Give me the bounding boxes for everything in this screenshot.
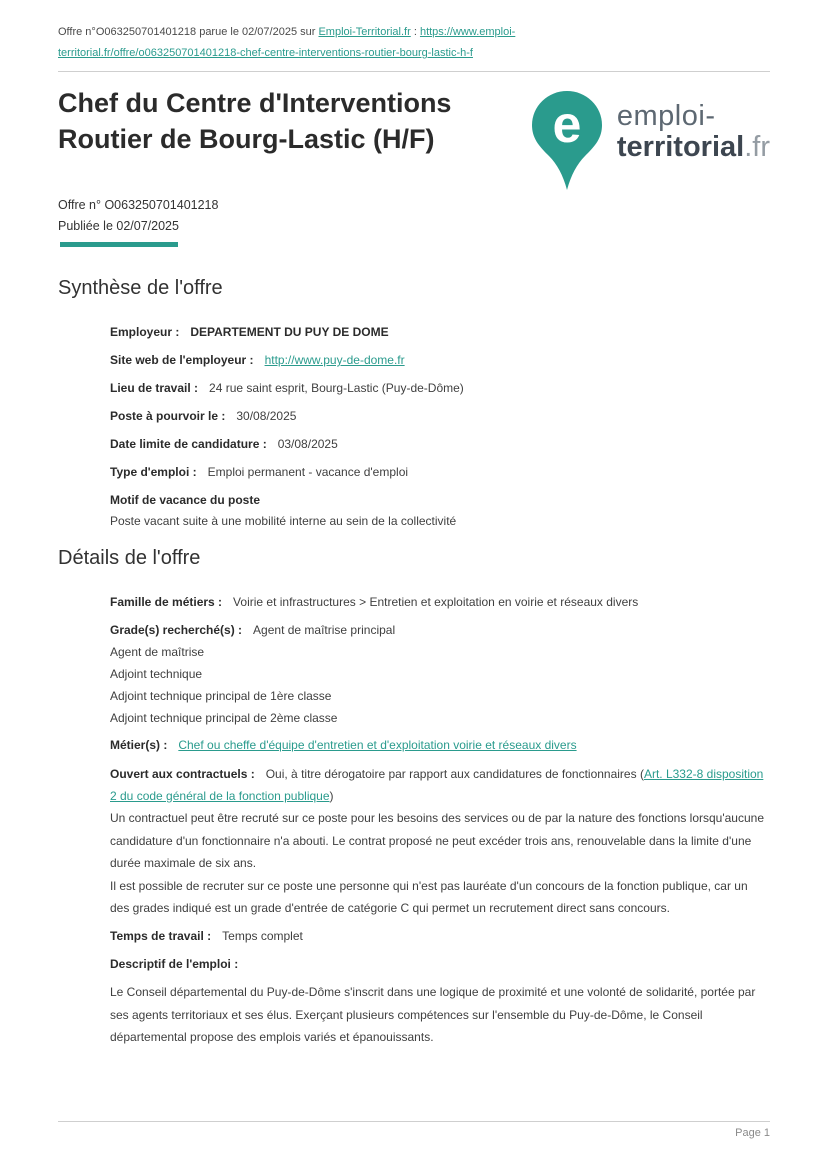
field-motif-vacance [110,490,770,533]
field-grades [110,620,770,729]
published-date: Publiée le 02/07/2025 [58,219,179,233]
field-label: Grade(s) recherché(s) : [110,622,243,637]
field-label: Date limite de candidature : [110,437,267,451]
details-heading: Détails de l'offre [58,546,201,569]
offer-url-line1: https://www.emploi- [419,26,516,38]
field-temps-travail [110,926,770,947]
header-meta [58,22,770,64]
grade-item: Agent de maîtrise [110,644,205,659]
employer-website-link[interactable]: http://www.puy-de-dome.fr [264,353,405,367]
header-divider [58,71,770,72]
field-label: Poste à pourvoir le : [110,409,226,423]
field-label: Lieu de travail : [110,381,199,395]
field-value: Voirie et infrastructures > Entretien et exploitation en voirie et réseaux divers [233,594,639,609]
field-label: Ouvert aux contractuels : [110,766,255,781]
field-label: Site web de l'employeur : [110,353,254,367]
field-label: Motif de vacance du poste [110,493,261,507]
field-poste-a-pourvoir [110,406,770,427]
logo-letter: e [552,96,582,154]
page-number: Page 1 [735,1127,770,1139]
field-date-limite [110,434,770,455]
emploi-territorial-logo [531,91,770,191]
field-value: 03/08/2025 [277,437,338,451]
details-fields [110,592,770,1049]
field-value: DEPARTEMENT DU PUY DE DOME [190,325,389,339]
field-value: 24 rue saint esprit, Bourg-Lastic (Puy-de-Dôme) [209,381,464,395]
field-value: Temps complet [222,929,303,944]
header-colon: : [413,26,417,38]
field-site-web [110,350,770,371]
masthead [58,85,770,191]
field-value: Emploi permanent - vacance d'emploi [207,465,409,479]
field-label: Famille de métiers : [110,594,223,609]
descriptif-paragraph: Le Conseil départemental du Puy-de-Dôme s'inscrit dans une logique de proximité et une volonté de solidarité, portée par ses agents territoriaux et ses élus. Exerçant plusieurs compétences sur l'ensemble du Puy-de-Dôme, le Conseil départemental propose des emplois variés et épanouissants. [110,985,756,1045]
logo-fr-suffix: .fr [744,131,770,163]
field-value-suffix: ) [329,788,334,803]
contractuels-paragraph-1: Un contractuel peut être recruté sur ce poste pour les besoins des services ou de par la nature des fonctions lorsqu'aucune candidature d'un fonctionnaire n'a abouti. Le contrat proposé ne peut excéder trois ans, renouvelable dans la limite d'une durée maximale de six ans. [110,811,764,871]
grade-item: Adjoint technique principal de 1ère classe [110,688,332,703]
offer-url-line2: territorial.fr/offre/o063250701401218-chef-centre-interventions-routier-bourg-lastic-h-f [58,47,473,59]
article-l332-8-link[interactable]: Art. L332-8 disposition 2 du code général de la fonction publique [110,766,764,803]
field-descriptif [110,954,770,1048]
synthese-heading: Synthèse de l'offre [58,277,223,299]
grade-item: Adjoint technique [110,666,203,681]
field-lieu-travail [110,378,770,399]
field-label: Descriptif de l'emploi : [110,957,239,972]
accent-bar [60,242,178,247]
page-title: Chef du Centre d'Interventions Routier de Bourg-Lastic (H/F) [58,88,452,154]
page-footer [58,1121,770,1139]
grade-item: Agent de maîtrise principal [253,622,396,637]
logo-line2: territorial.fr [616,131,770,163]
field-ouvert-contractuels [110,763,770,920]
grade-item: Adjoint technique principal de 2ème classe [110,710,338,725]
logo-wordmark [617,101,770,163]
header-offer-ref: Offre n°O063250701401218 parue le 02/07/2025 sur [58,26,316,38]
field-label: Temps de travail : [110,929,212,944]
field-value: 30/08/2025 [236,409,297,423]
synthese-fields [110,322,770,533]
field-employeur [110,322,770,343]
field-famille-metiers [110,592,770,613]
field-label: Employeur : [110,325,180,339]
field-label: Type d'emploi : [110,465,197,479]
emploi-territorial-site-link[interactable]: Emploi-Territorial.fr [318,26,411,38]
field-metiers [110,735,770,756]
offer-number: Offre n° O063250701401218 [58,198,219,212]
field-label: Métier(s) : [110,737,168,752]
logo-line1: emploi- [616,100,716,132]
map-pin-icon [531,91,603,191]
field-type-emploi [110,462,770,483]
field-value: Oui, à titre dérogatoire par rapport aux candidatures de fonctionnaires ( [265,766,644,781]
metier-link[interactable]: Chef ou cheffe d'équipe d'entretien et d'exploitation voirie et réseaux divers [178,737,577,752]
field-value: Poste vacant suite à une mobilité interne au sein de la collectivité [110,514,457,528]
contractuels-paragraph-2: Il est possible de recruter sur ce poste une personne qui n'est pas lauréate d'un concours de la fonction publique, car un des grades indiqué est un grade d'entrée de catégorie C qui permet un recrutement direct sans concours. [110,878,748,915]
